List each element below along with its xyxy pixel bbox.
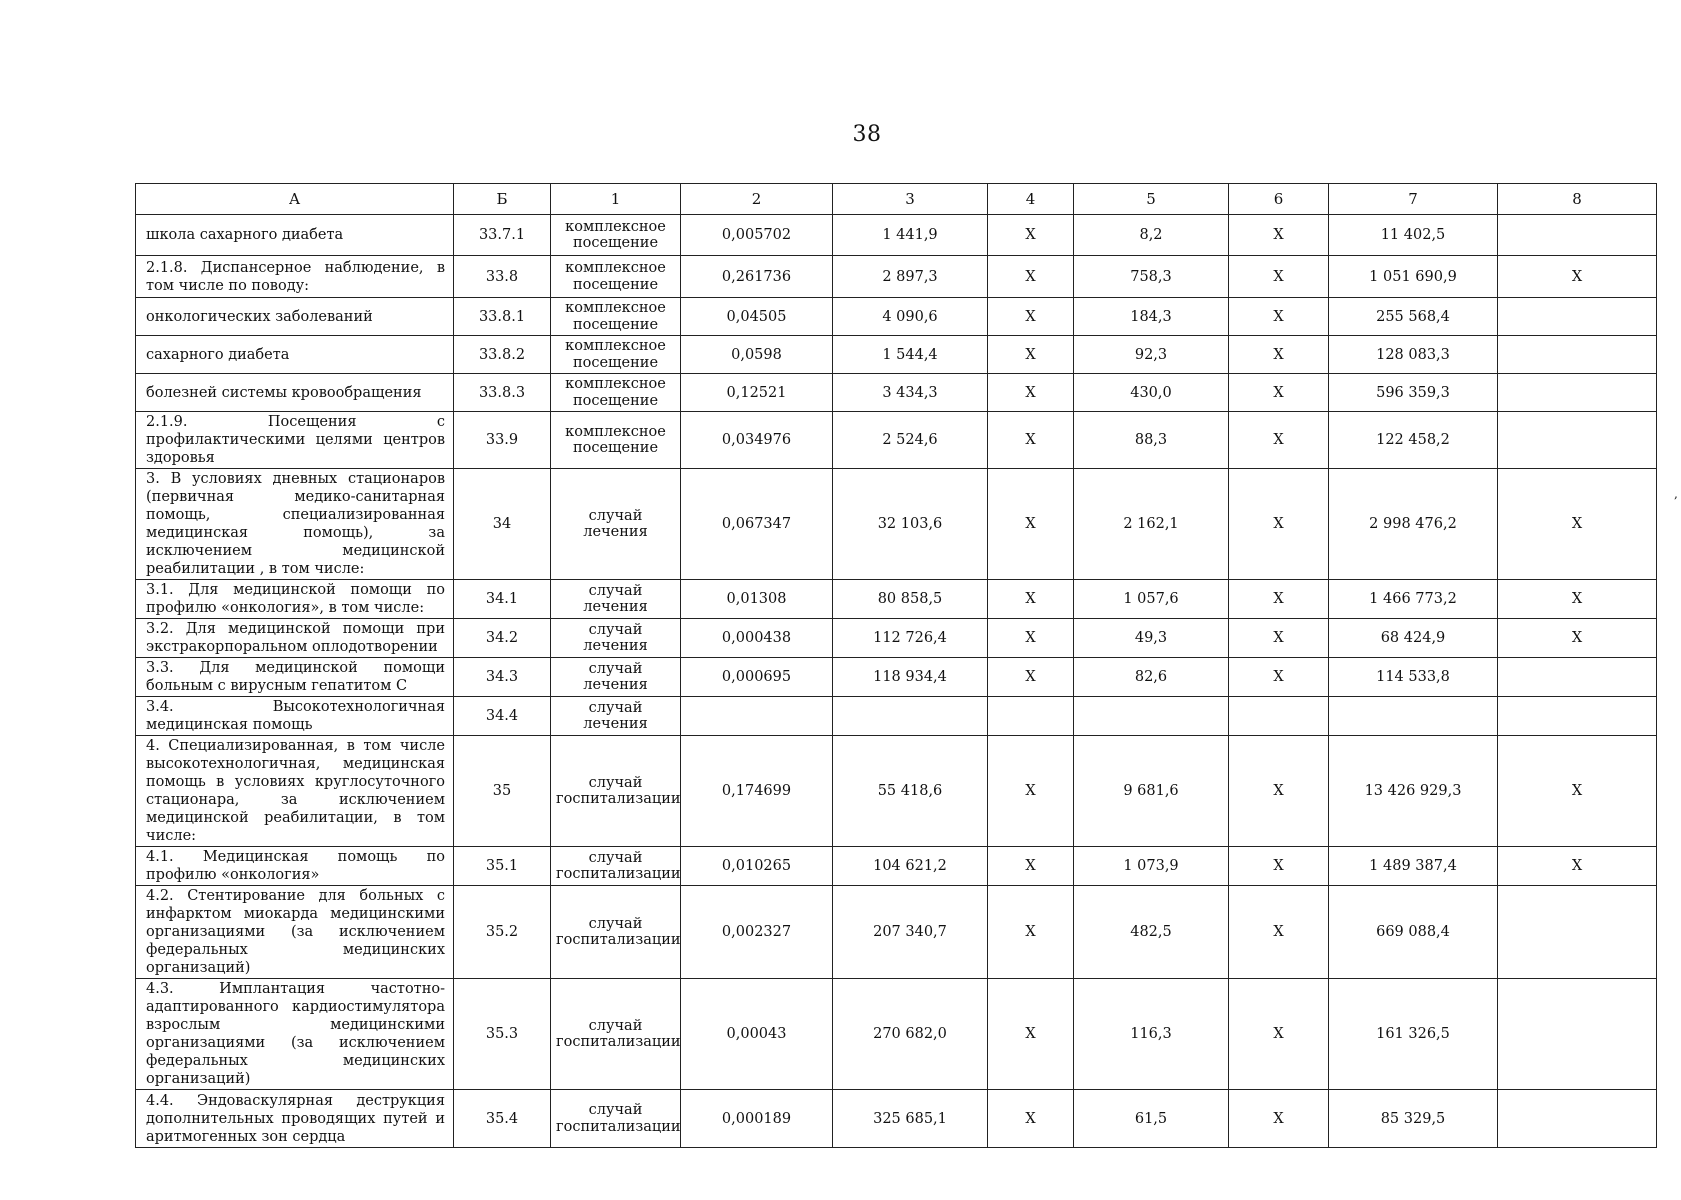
cell-col2: 0,00043 — [681, 979, 833, 1090]
row-name: 4.2. Стентирование для больных с инфарктом миокарда медицинскими организациями (за исключением федеральных медицинских организаций) — [136, 886, 454, 979]
cell-col4: Х — [988, 412, 1074, 469]
cell-col2: 0,010265 — [681, 847, 833, 886]
row-unit: комплексное посещение — [551, 412, 681, 469]
cell-col2: 0,261736 — [681, 256, 833, 298]
cell-col4: Х — [988, 847, 1074, 886]
cell-col2: 0,01308 — [681, 580, 833, 619]
row-unit: случай лечения — [551, 619, 681, 658]
cell-col8: Х — [1498, 736, 1657, 847]
cell-col8 — [1498, 697, 1657, 736]
cell-col8 — [1498, 979, 1657, 1090]
row-name: школа сахарного диабета — [136, 215, 454, 256]
row-unit: случай госпитализации — [551, 847, 681, 886]
cell-col6: Х — [1229, 374, 1329, 412]
column-header: 3 — [833, 184, 988, 215]
row-code: 33.8 — [454, 256, 551, 298]
row-code: 33.8.2 — [454, 336, 551, 374]
row-unit: случай лечения — [551, 697, 681, 736]
cell-col7 — [1329, 697, 1498, 736]
cell-col3: 112 726,4 — [833, 619, 988, 658]
cell-col7: 1 466 773,2 — [1329, 580, 1498, 619]
row-unit: случай госпитализации — [551, 1090, 681, 1148]
cell-col3: 3 434,3 — [833, 374, 988, 412]
cell-col8 — [1498, 412, 1657, 469]
cell-col8 — [1498, 886, 1657, 979]
cell-col2: 0,000189 — [681, 1090, 833, 1148]
cell-col4: Х — [988, 619, 1074, 658]
cell-col4: Х — [988, 886, 1074, 979]
row-code: 34 — [454, 469, 551, 580]
column-header: 7 — [1329, 184, 1498, 215]
cell-col7: 2 998 476,2 — [1329, 469, 1498, 580]
column-header: 1 — [551, 184, 681, 215]
cell-col6: Х — [1229, 469, 1329, 580]
cell-col3: 80 858,5 — [833, 580, 988, 619]
cell-col2 — [681, 697, 833, 736]
cell-col2: 0,12521 — [681, 374, 833, 412]
column-header: 2 — [681, 184, 833, 215]
row-unit: комплексное посещение — [551, 336, 681, 374]
cell-col2: 0,002327 — [681, 886, 833, 979]
row-name: 3.3. Для медицинской помощи больным с вирусным гепатитом С — [136, 658, 454, 697]
row-code: 35.3 — [454, 979, 551, 1090]
cell-col5: 430,0 — [1074, 374, 1229, 412]
cell-col5: 49,3 — [1074, 619, 1229, 658]
page-number: 38 — [852, 122, 882, 147]
table-row — [136, 1090, 1657, 1148]
scan-mark: , — [1674, 487, 1678, 501]
row-name: сахарного диабета — [136, 336, 454, 374]
cell-col4: Х — [988, 215, 1074, 256]
table-row — [136, 697, 1657, 736]
row-name: 3.1. Для медицинской помощи по профилю «онкология», в том числе: — [136, 580, 454, 619]
data-table — [135, 183, 1657, 1148]
row-code: 35 — [454, 736, 551, 847]
row-name: онкологических заболеваний — [136, 298, 454, 336]
cell-col8 — [1498, 658, 1657, 697]
cell-col8: Х — [1498, 469, 1657, 580]
table-row — [136, 580, 1657, 619]
row-unit: случай госпитализации — [551, 736, 681, 847]
row-name: 2.1.8. Диспансерное наблюдение, в том числе по поводу: — [136, 256, 454, 298]
cell-col7: 114 533,8 — [1329, 658, 1498, 697]
cell-col7: 122 458,2 — [1329, 412, 1498, 469]
row-name: 3.2. Для медицинской помощи при экстракорпоральном оплодотворении — [136, 619, 454, 658]
cell-col3: 32 103,6 — [833, 469, 988, 580]
cell-col4: Х — [988, 979, 1074, 1090]
cell-col4 — [988, 697, 1074, 736]
cell-col5: 758,3 — [1074, 256, 1229, 298]
cell-col6: Х — [1229, 847, 1329, 886]
cell-col4: Х — [988, 469, 1074, 580]
cell-col5: 82,6 — [1074, 658, 1229, 697]
cell-col6: Х — [1229, 412, 1329, 469]
cell-col5: 184,3 — [1074, 298, 1229, 336]
column-header: А — [136, 184, 454, 215]
row-unit: случай лечения — [551, 580, 681, 619]
row-unit: комплексное посещение — [551, 374, 681, 412]
cell-col4: Х — [988, 336, 1074, 374]
cell-col4: Х — [988, 374, 1074, 412]
cell-col2: 0,04505 — [681, 298, 833, 336]
cell-col5: 92,3 — [1074, 336, 1229, 374]
cell-col4: Х — [988, 1090, 1074, 1148]
cell-col8 — [1498, 298, 1657, 336]
table-row — [136, 847, 1657, 886]
cell-col8 — [1498, 1090, 1657, 1148]
cell-col7: 1 489 387,4 — [1329, 847, 1498, 886]
table-row — [136, 736, 1657, 847]
row-name: 4.4. Эндоваскулярная деструкция дополнительных проводящих путей и аритмогенных зон сердца — [136, 1090, 454, 1148]
cell-col7: 85 329,5 — [1329, 1090, 1498, 1148]
table-row — [136, 979, 1657, 1090]
cell-col3: 55 418,6 — [833, 736, 988, 847]
cell-col3: 104 621,2 — [833, 847, 988, 886]
cell-col3: 270 682,0 — [833, 979, 988, 1090]
cell-col8 — [1498, 215, 1657, 256]
cell-col6: Х — [1229, 619, 1329, 658]
row-name: 3. В условиях дневных стационаров (первичная медико-санитарная помощь, специализированная медицинская помощь), за исключением медицинской реабилитации , в том числе: — [136, 469, 454, 580]
cell-col7: 669 088,4 — [1329, 886, 1498, 979]
cell-col5: 9 681,6 — [1074, 736, 1229, 847]
cell-col7: 255 568,4 — [1329, 298, 1498, 336]
row-unit: комплексное посещение — [551, 215, 681, 256]
column-header: 5 — [1074, 184, 1229, 215]
cell-col3: 1 441,9 — [833, 215, 988, 256]
cell-col5 — [1074, 697, 1229, 736]
cell-col3: 2 524,6 — [833, 412, 988, 469]
row-code: 35.4 — [454, 1090, 551, 1148]
cell-col6 — [1229, 697, 1329, 736]
row-name: 4. Специализированная, в том числе высокотехнологичная, медицинская помощь в условиях круглосуточного стационара, за исключением медицинской реабилитации, в том числе: — [136, 736, 454, 847]
cell-col8: Х — [1498, 847, 1657, 886]
row-name: 3.4. Высокотехнологичная медицинская помощь — [136, 697, 454, 736]
table-row — [136, 215, 1657, 256]
row-code: 33.8.3 — [454, 374, 551, 412]
cell-col3 — [833, 697, 988, 736]
row-unit: случай госпитализации — [551, 979, 681, 1090]
cell-col5: 8,2 — [1074, 215, 1229, 256]
table-header-row — [136, 184, 1657, 215]
cell-col7: 11 402,5 — [1329, 215, 1498, 256]
row-code: 35.2 — [454, 886, 551, 979]
cell-col7: 1 051 690,9 — [1329, 256, 1498, 298]
cell-col6: Х — [1229, 256, 1329, 298]
cell-col5: 1 057,6 — [1074, 580, 1229, 619]
cell-col2: 0,0598 — [681, 336, 833, 374]
row-code: 34.4 — [454, 697, 551, 736]
row-name: болезней системы кровообращения — [136, 374, 454, 412]
cell-col6: Х — [1229, 336, 1329, 374]
row-code: 33.8.1 — [454, 298, 551, 336]
cell-col4: Х — [988, 658, 1074, 697]
table-row — [136, 619, 1657, 658]
row-code: 34.2 — [454, 619, 551, 658]
cell-col4: Х — [988, 736, 1074, 847]
table-row — [136, 336, 1657, 374]
table-row — [136, 374, 1657, 412]
row-unit: комплексное посещение — [551, 256, 681, 298]
cell-col5: 116,3 — [1074, 979, 1229, 1090]
cell-col2: 0,000695 — [681, 658, 833, 697]
table-row — [136, 469, 1657, 580]
cell-col6: Х — [1229, 298, 1329, 336]
cell-col6: Х — [1229, 1090, 1329, 1148]
row-code: 34.1 — [454, 580, 551, 619]
row-code: 35.1 — [454, 847, 551, 886]
cell-col3: 118 934,4 — [833, 658, 988, 697]
table-row — [136, 658, 1657, 697]
row-code: 33.7.1 — [454, 215, 551, 256]
table-row — [136, 298, 1657, 336]
cell-col6: Х — [1229, 886, 1329, 979]
cell-col3: 4 090,6 — [833, 298, 988, 336]
column-header: 8 — [1498, 184, 1657, 215]
cell-col6: Х — [1229, 658, 1329, 697]
row-unit: случай лечения — [551, 658, 681, 697]
row-name: 4.1. Медицинская помощь по профилю «онкология» — [136, 847, 454, 886]
cell-col5: 482,5 — [1074, 886, 1229, 979]
cell-col6: Х — [1229, 580, 1329, 619]
cell-col2: 0,005702 — [681, 215, 833, 256]
cell-col3: 207 340,7 — [833, 886, 988, 979]
table-row — [136, 412, 1657, 469]
cell-col4: Х — [988, 298, 1074, 336]
cell-col7: 128 083,3 — [1329, 336, 1498, 374]
cell-col3: 1 544,4 — [833, 336, 988, 374]
cell-col5: 2 162,1 — [1074, 469, 1229, 580]
table-row — [136, 256, 1657, 298]
cell-col7: 161 326,5 — [1329, 979, 1498, 1090]
column-header: Б — [454, 184, 551, 215]
row-unit: случай лечения — [551, 469, 681, 580]
row-unit: случай госпитализации — [551, 886, 681, 979]
cell-col7: 13 426 929,3 — [1329, 736, 1498, 847]
cell-col2: 0,034976 — [681, 412, 833, 469]
row-name: 4.3. Имплантация частотно-адаптированного кардиостимулятора взрослым медицинскими организациями (за исключением федеральных медицинских организаций) — [136, 979, 454, 1090]
cell-col6: Х — [1229, 979, 1329, 1090]
cell-col2: 0,067347 — [681, 469, 833, 580]
cell-col3: 325 685,1 — [833, 1090, 988, 1148]
table-row — [136, 886, 1657, 979]
cell-col8 — [1498, 336, 1657, 374]
cell-col4: Х — [988, 580, 1074, 619]
cell-col4: Х — [988, 256, 1074, 298]
cell-col2: 0,174699 — [681, 736, 833, 847]
cell-col6: Х — [1229, 215, 1329, 256]
cell-col8 — [1498, 374, 1657, 412]
cell-col8: Х — [1498, 256, 1657, 298]
cell-col6: Х — [1229, 736, 1329, 847]
cell-col8: Х — [1498, 619, 1657, 658]
row-unit: комплексное посещение — [551, 298, 681, 336]
cell-col5: 61,5 — [1074, 1090, 1229, 1148]
cell-col5: 1 073,9 — [1074, 847, 1229, 886]
column-header: 6 — [1229, 184, 1329, 215]
row-name: 2.1.9. Посещения с профилактическими целями центров здоровья — [136, 412, 454, 469]
row-code: 33.9 — [454, 412, 551, 469]
cell-col2: 0,000438 — [681, 619, 833, 658]
cell-col3: 2 897,3 — [833, 256, 988, 298]
cell-col5: 88,3 — [1074, 412, 1229, 469]
cell-col7: 596 359,3 — [1329, 374, 1498, 412]
column-header: 4 — [988, 184, 1074, 215]
row-code: 34.3 — [454, 658, 551, 697]
cell-col7: 68 424,9 — [1329, 619, 1498, 658]
cell-col8: Х — [1498, 580, 1657, 619]
